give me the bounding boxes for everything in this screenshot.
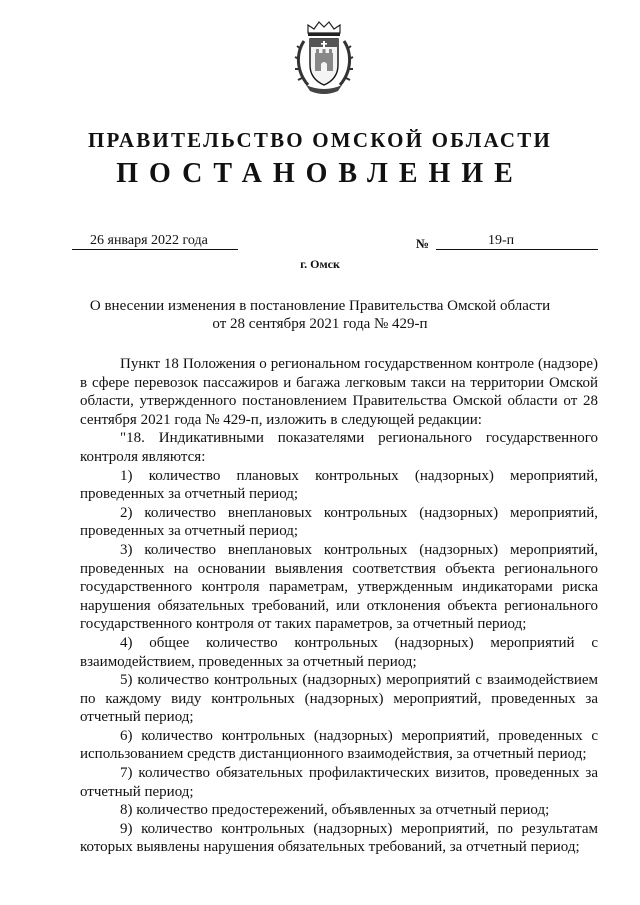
body-paragraph: "18. Индикативными показателями регионального государственного контроля являются:	[80, 430, 598, 465]
document-type-title: ПОСТАНОВЛЕНИЕ	[116, 158, 524, 189]
document-date: 26 января 2022 года	[72, 232, 238, 250]
list-item: 6) количество контрольных (надзорных) мероприятий, проведенных с использованием средств дистанционного взаимодействия, за отчетный период;	[80, 727, 598, 763]
document-number: 19-п	[436, 232, 598, 250]
list-item: 2) количество внеплановых контрольных (надзорных) мероприятий, проведенных за отчетный период;	[80, 504, 598, 540]
list-item: 4) общее количество контрольных (надзорных) мероприятий с взаимодействием, проведенных за отчетный период;	[80, 634, 598, 670]
list-item: 7) количество обязательных профилактических визитов, проведенных за отчетный период;	[80, 765, 598, 800]
list-item: 3) количество внеплановых контрольных (надзорных) мероприятий, проведенных на основании выявления соответствия объекта регионального государственного контроля параметрам, утвержденным индикаторами риска нарушения обязательных требований, или отклонения объекта регионального государственного контроля от таких параметров, за отчетный период;	[80, 541, 598, 633]
document-body	[80, 355, 598, 857]
list-item: 9) количество контрольных (надзорных) мероприятий, по результатам которых выявлены нарушения обязательных требований, за отчетный период;	[80, 820, 598, 856]
city: г. Омск	[300, 257, 340, 271]
document-subject	[80, 297, 560, 333]
list-item: 5) количество контрольных (надзорных) мероприятий с взаимодействием по каждому виду контрольных (надзорных) мероприятий, проведенных за отчетный период;	[80, 672, 598, 726]
body-paragraph: Пункт 18 Положения о региональном государственном контроле (надзоре) в сфере перевозок пассажиров и багажа легковым такси на территории Омской области, утвержденного постановлением Правительства Омской области от 28 сентября 2021 года № 429-п, изложить в следующей редакции:	[80, 356, 598, 428]
list-item: 8) количество предостережений, объявленных за отчетный период;	[120, 802, 550, 819]
subject-line-1: О внесении изменения в постановление Правительства Омской области	[89, 298, 551, 314]
list-item: 1) количество плановых контрольных (надзорных) мероприятий, проведенных за отчетный период;	[80, 467, 598, 503]
government-title: ПРАВИТЕЛЬСТВО ОМСКОЙ ОБЛАСТИ	[87, 128, 552, 152]
subject-line-2: от 28 сентября 2021 года № 429-п	[212, 316, 428, 332]
number-sign: №	[416, 236, 430, 251]
coat-of-arms-icon	[294, 19, 354, 95]
